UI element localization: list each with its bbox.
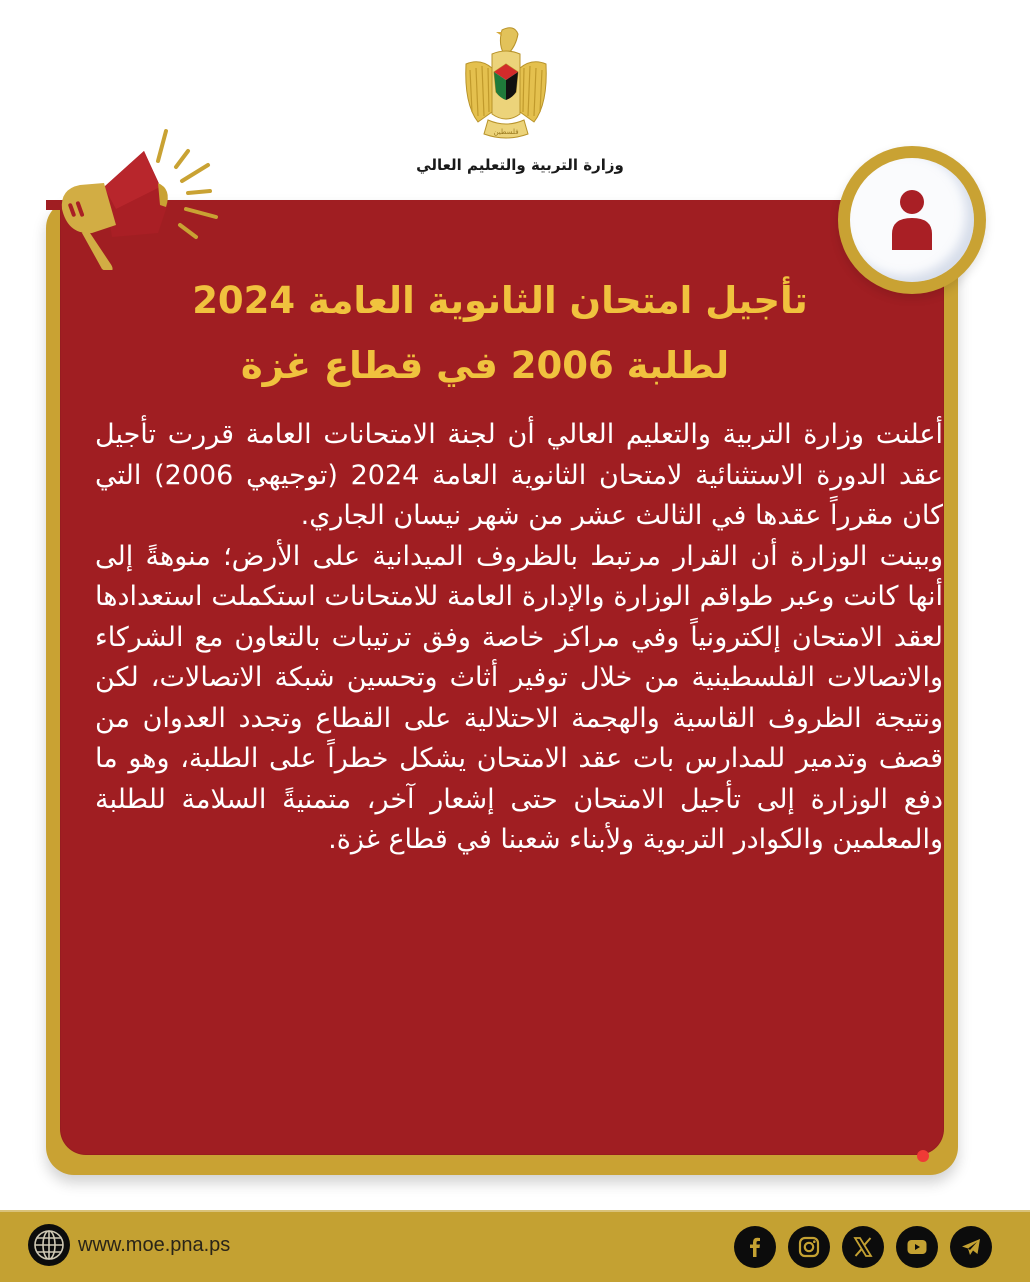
- youtube-icon: [905, 1235, 929, 1259]
- website-url[interactable]: www.moe.pna.ps: [78, 1233, 231, 1256]
- avatar-badge: [838, 146, 986, 294]
- title-line-2: لطلبة 2006 في قطاع غزة: [240, 344, 730, 387]
- social-links: [734, 1226, 992, 1268]
- instagram-button[interactable]: [788, 1226, 830, 1268]
- youtube-button[interactable]: [896, 1226, 938, 1268]
- website-link[interactable]: [28, 1224, 230, 1266]
- globe-icon: [28, 1224, 70, 1266]
- user-icon: [890, 188, 934, 252]
- telegram-icon: [959, 1235, 983, 1259]
- facebook-button[interactable]: [734, 1226, 776, 1268]
- emblem-caption: فلسطين: [493, 128, 519, 136]
- paragraph-1: أعلنت وزارة التربية والتعليم العالي أن لجنة الامتحانات العامة قررت تأجيل عقد الدورة الاستثنائية لامتحان الثانوية العامة 2024 (توجيهي 2006) التي كان مقرراً عقدها في الثالث عشر من شهر نيسان الجاري.: [95, 419, 943, 531]
- post-body: [95, 415, 943, 861]
- red-dot-decoration: [917, 1150, 929, 1162]
- ministry-name: وزارة التربية والتعليم العالي: [416, 156, 624, 174]
- facebook-icon: [743, 1235, 767, 1259]
- paragraph-2: وبينت الوزارة أن القرار مرتبط بالظروف الميدانية على الأرض؛ منوهةً إلى أنها كانت وعبر طواقم الوزارة والإدارة العامة للامتحانات استكملت استعدادها لعقد الامتحان إلكترونياً وفي مراكز خاصة وفق ترتيبات بالتعاون مع الشركاء والاتصالات الفلسطينية من خلال توفير أثاث وتحسين شبكة الاتصالات، لكن ونتيجة الظروف القاسية والهجمة الاحتلالية على القطاع وتجدد العدوان من قصف وتدمير للمدارس بات عقد الامتحان يشكل خطراً على الطلبة، وهو ما دفع الوزارة إلى تأجيل الامتحان حتى إشعار آخر، متمنيةً السلامة للطلبة والمعلمين والكوادر التربوية ولأبناء شعبنا في قطاع غزة.: [95, 540, 943, 855]
- megaphone-icon: [40, 125, 230, 270]
- instagram-icon: [797, 1235, 821, 1259]
- title-line-1: تأجيل امتحان الثانوية العامة 2024: [192, 279, 808, 322]
- eagle-emblem-icon: [458, 24, 554, 152]
- x-button[interactable]: [842, 1226, 884, 1268]
- x-icon: [851, 1235, 875, 1259]
- footer-bar: [0, 1210, 1030, 1282]
- telegram-button[interactable]: [950, 1226, 992, 1268]
- post-title: [120, 268, 840, 398]
